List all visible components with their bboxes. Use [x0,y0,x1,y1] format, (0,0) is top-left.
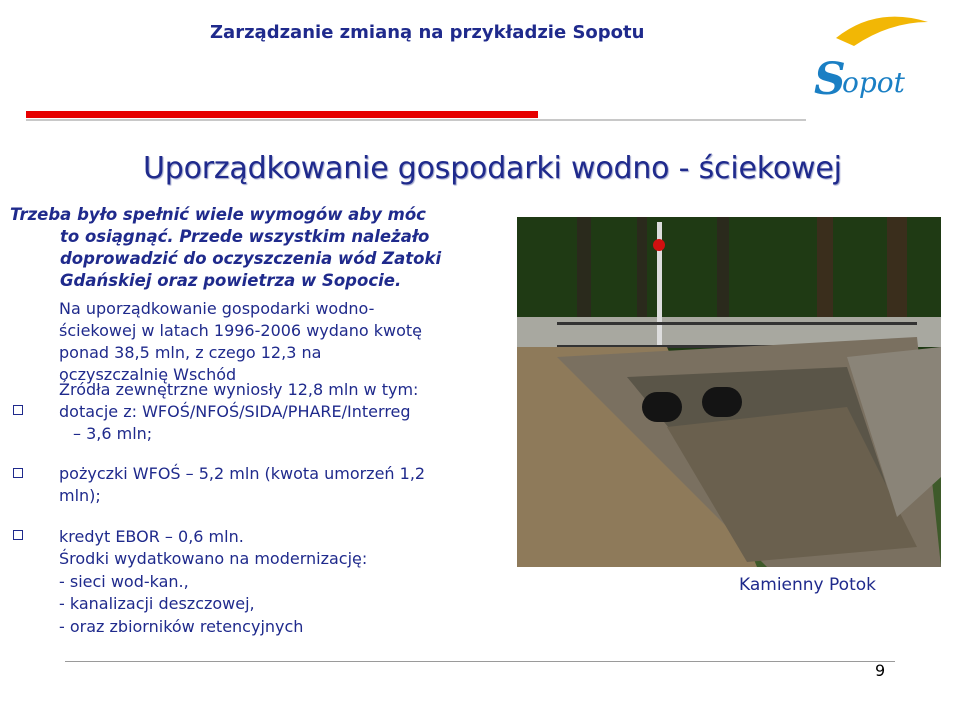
bullet-square-icon [13,405,23,415]
presentation-title: Zarządzanie zmianą na przykładzie Sopotu [210,22,645,43]
intro-line-2: to osiągnąć. Przede wszystkim należało [60,227,430,246]
text-line: - oraz zbiorników retencyjnych [59,617,304,636]
svg-text:S: S [814,54,846,105]
svg-text:opot: opot [842,66,905,99]
intro-text [10,204,520,292]
text-line: dotacje z: WFOŚ/NFOŚ/SIDA/PHARE/Interreg [59,402,411,421]
header-red-bar [26,111,538,118]
bullet-square-icon [13,468,23,478]
intro-line-4: Gdańskiej oraz powietrza w Sopocie. [60,271,402,290]
header-divider [26,119,806,121]
text-line: - sieci wod-kan., [59,572,189,591]
text-line: mln); [59,486,101,505]
text-line: Środki wydatkowano na modernizację: [59,549,368,568]
text-line: ponad 38,5 mln, z czego 12,3 na [59,343,322,362]
text-line: ściekowej w latach 1996-2006 wydano kwotę [59,321,422,340]
page-number: 9 [875,661,886,680]
text-line: - kanalizacji deszczowej, [59,594,255,613]
text-line: Źródła zewnętrzne wyniosły 12,8 mln w tym: [59,380,419,399]
text-line: pożyczki WFOŚ – 5,2 mln (kwota umorzeń 1,2 [59,464,426,483]
footer-divider [65,661,895,662]
text-line: kredyt EBOR – 0,6 mln. [59,527,244,546]
text-line: Na uporządkowanie gospodarki wodno- [59,299,375,318]
kamienny-potok-photo [517,217,941,567]
photo-caption: Kamienny Potok [739,575,876,595]
intro-line-3: doprowadzić do oczyszczenia wód Zatoki [60,249,442,268]
bullet-square-icon [13,530,23,540]
intro-line-1: Trzeba było spełnić wiele wymogów aby móc [10,205,426,224]
text-line: – 3,6 mln; [73,424,153,443]
text-line: oczyszczalnię Wschód [59,365,237,384]
sopot-logo [806,8,938,108]
slide-title: Uporządkowanie gospodarki wodno - ściekowej [143,151,842,186]
